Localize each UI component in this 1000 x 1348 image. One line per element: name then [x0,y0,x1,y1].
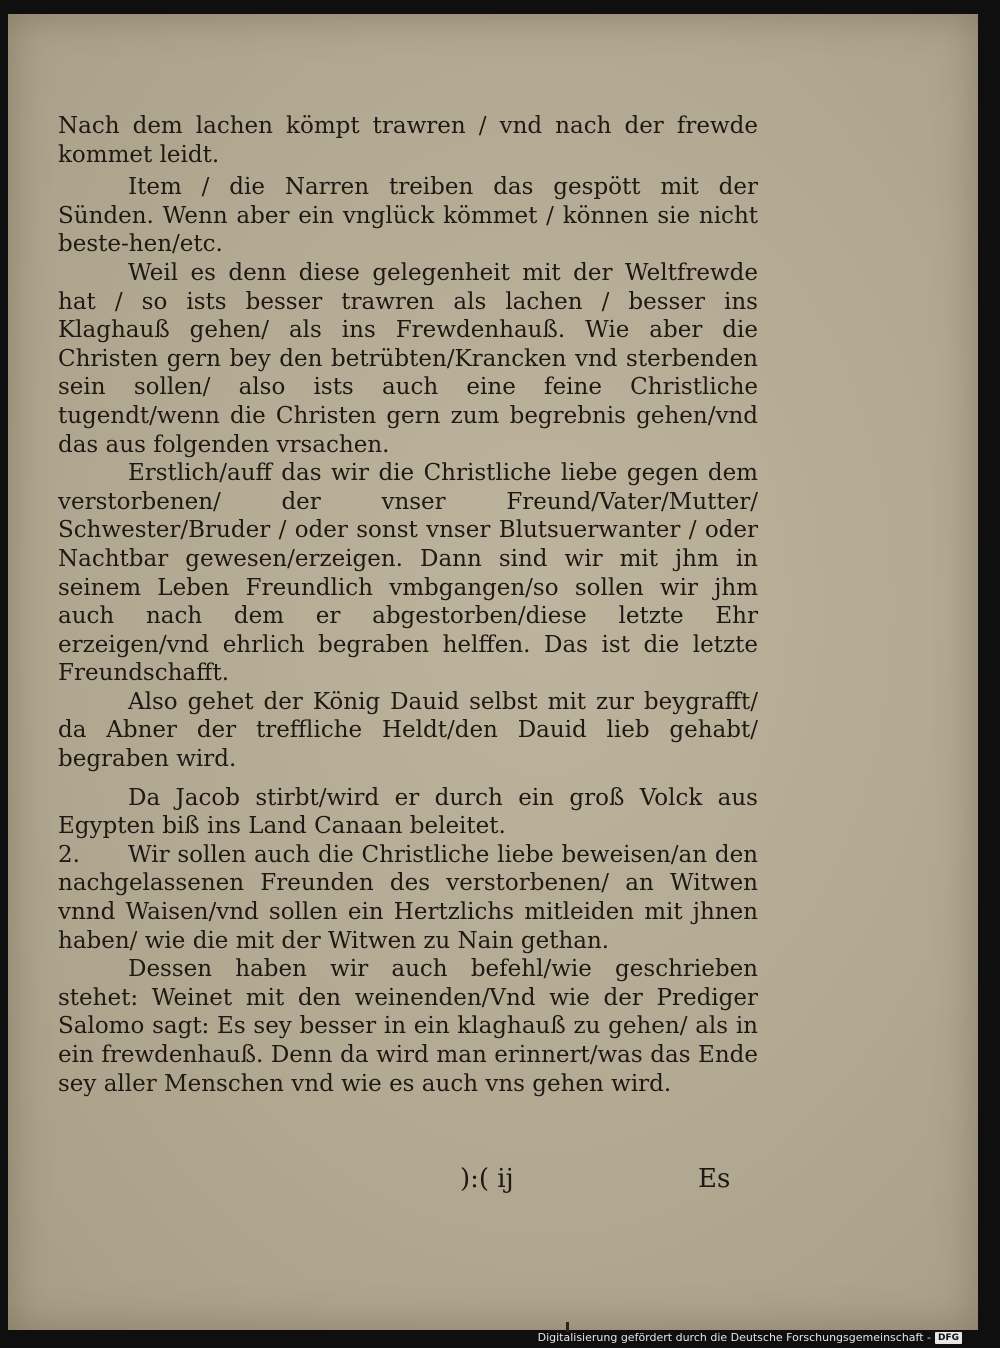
paragraph-2: Item / die Narren treiben das gespött mit der Sünden. Wenn aber ein vnglück kömmet / können sie nicht beste-hen/etc. [58,174,758,258]
paragraph-7 [58,841,758,955]
dfg-logo-icon: DFG [935,1332,962,1344]
catchword: Es [698,1164,731,1194]
paragraph-7-text: Wir sollen auch die Christliche liebe beweisen/an den nachgelassenen Freunden des verstorbenen/ an Witwen vnnd Waisen/vnd sollen ein Hertzlichs mitleiden mit jhnen haben/ wie die mit der Witwen zu Nain gethan. [58,841,758,954]
paragraph-5: Also gehet der König Dauid selbst mit zur beygrafft/ da Abner der treffliche Heldt/den Dauid lieb gehabt/ begraben wird. [58,688,758,773]
funding-footer [538,1331,962,1344]
paragraph-3: Weil es denn diese gelegenheit mit der Weltfrewde hat / so ists besser trawren als lachen / besser ins Klaghauß gehen/ als ins Frewdenhauß. Wie aber die Christen gern bey den betrübten/Krancken vnd sterbenden sein sollen/ also ists auch eine feine Christliche tugendt/wenn die Christen gern zum begrebnis gehen/vnd das aus folgenden vrsachen. [58,259,758,458]
footer-text: Digitalisierung gefördert durch die Deutsche Forschungsgemeinschaft - [537,1331,931,1344]
paragraph-1: Nach dem lachen kömpt trawren / vnd nach der frewde kommet leidt. [58,113,758,168]
body-text [58,112,758,1098]
paragraph-number: 2. [58,841,80,868]
paragraph-6: Da Jacob stirbt/wird er durch ein groß Volck aus Egypten biß ins Land Canaan beleitet. [58,784,758,840]
scanned-page [8,14,978,1330]
paragraph-8: Dessen haben wir auch befehl/wie geschrieben stehet: Weinet mit den weinenden/Vnd wie der Prediger Salomo sagt: Es sey besser in ein klaghauß zu gehen/ als in ein frewdenhauß. Denn da wird man erinnert/was das Ende sey aller Menschen vnd wie es auch vns gehen wird. [58,956,758,1097]
paragraph-4: Erstlich/auff das wir die Christliche liebe gegen dem verstorbenen/ der vnser Freund/Vater/Mutter/ Schwester/Bruder / oder sonst vnser Blutsuerwanter / oder Nachtbar gewesen/erzeigen. Dann sind wir mit jhm in seinem Leben Freundlich vmbgangen/so sollen wir jhm auch nach dem er abgestorben/diese letzte Ehr erzeigen/vnd ehrlich begraben helffen. Das ist die letzte Freundschafft. [58,460,758,687]
signature-mark: ):( ij [460,1164,514,1194]
